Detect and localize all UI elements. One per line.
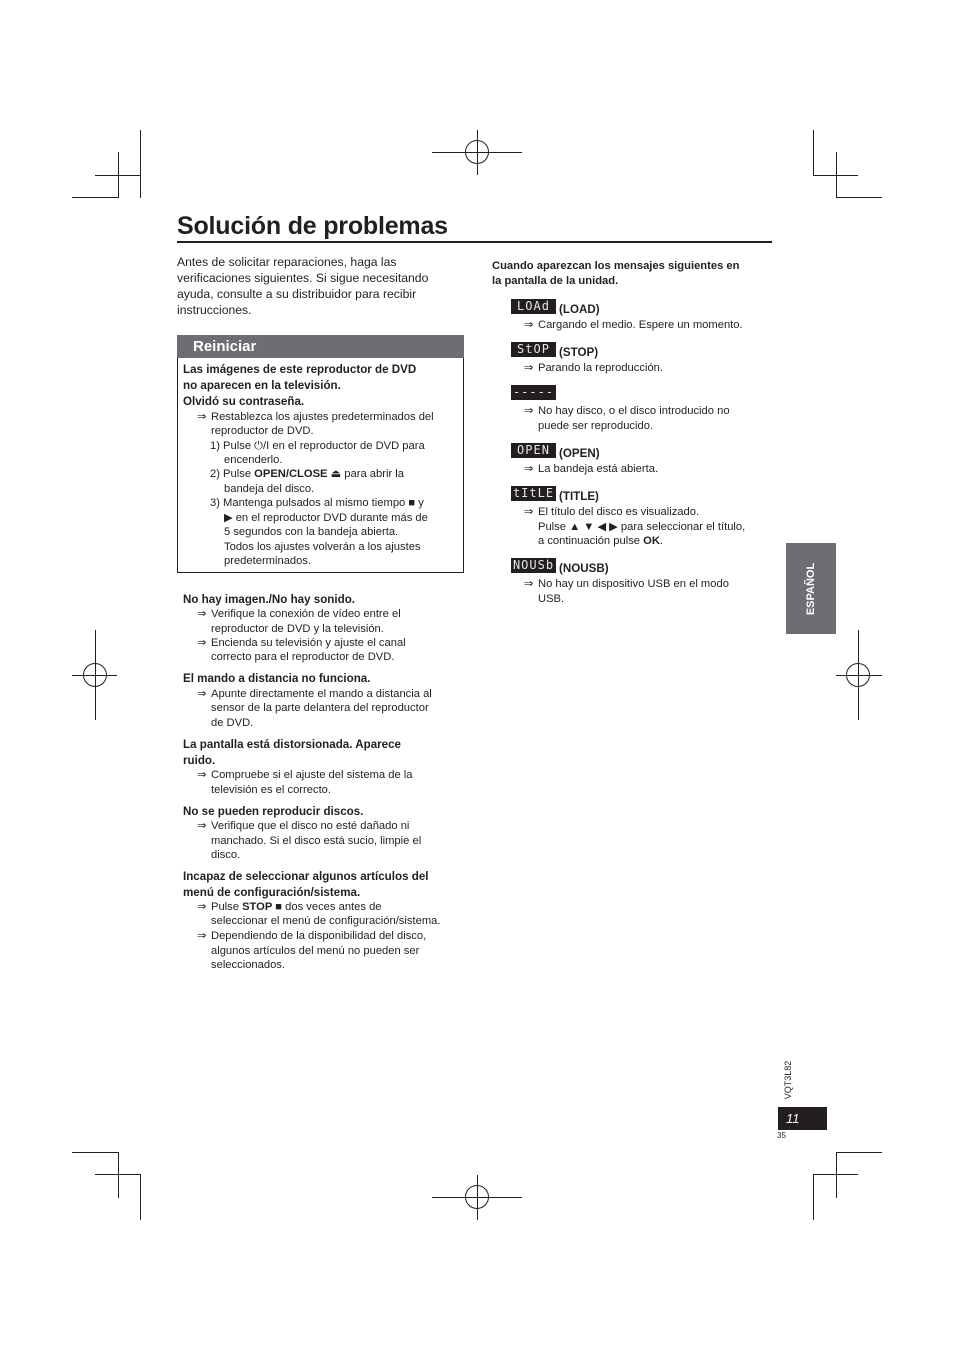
trouble-1-sol-1a: Verifique la conexión de vídeo entre el xyxy=(211,608,401,620)
trouble-heading-2: El mando a distancia no funciona. xyxy=(183,672,371,685)
page-number: 11 xyxy=(778,1107,827,1130)
trouble-4-sol-b: manchado. Si el disco está sucio, limpie el xyxy=(211,835,422,847)
load-desc: Cargando el medio. Espere un momento. xyxy=(538,319,743,331)
reset-heading: Reiniciar xyxy=(177,335,464,358)
arrow-icon: ⇒ xyxy=(524,362,534,374)
reset-step3-line5: predeterminados. xyxy=(224,555,312,567)
doc-code: VQT3L82 xyxy=(783,1060,793,1100)
nousb-label: (NOUSB) xyxy=(559,562,609,575)
title-desc-3a: a continuación pulse xyxy=(538,535,644,547)
trouble-1-sol-2a: Encienda su televisión y ajuste el canal xyxy=(211,637,406,649)
arrow-icon: ⇒ xyxy=(524,405,534,417)
trouble-5-sol-2c: seleccionados. xyxy=(211,959,286,971)
trouble-3-sol-a: Compruebe si el ajuste del sistema de la xyxy=(211,769,413,781)
arrow-icon: ⇒ xyxy=(524,578,534,590)
lcd-open: OPEN xyxy=(511,443,556,458)
stop-label: STOP ■ xyxy=(242,901,283,913)
trouble-4-sol-a: Verifique que el disco no esté dañado ni xyxy=(211,820,410,832)
reset-solution-line1: Restablezca los ajustes predeterminados del xyxy=(211,411,434,423)
arrow-icon: ⇒ xyxy=(524,319,534,331)
trouble-4-sol-c: disco. xyxy=(211,849,241,861)
trouble-heading-1: No hay imagen./No hay sonido. xyxy=(183,593,355,606)
trouble-5-sol-2a: Dependiendo de la disponibilidad del disco, xyxy=(211,930,427,942)
page-number-small: 35 xyxy=(777,1131,786,1140)
reset-problem-line2: no aparecen en la televisión. xyxy=(183,379,341,392)
lcd-stop: StOP xyxy=(511,342,556,357)
trouble-5-sol-2b: algunos artículos del menú no pueden ser xyxy=(211,945,420,957)
title-desc-2: Pulse ▲ ▼ ◀ ▶ para seleccionar el título, xyxy=(538,521,746,533)
arrow-icon: ⇒ xyxy=(197,637,207,649)
step1-text-a: 1) Pulse xyxy=(210,440,255,452)
arrow-icon: ⇒ xyxy=(197,769,207,781)
title-desc-3c: . xyxy=(659,535,664,547)
open-desc: La bandeja está abierta. xyxy=(538,463,659,475)
nousb-desc-1: No hay un dispositivo USB en el modo xyxy=(538,578,729,590)
trouble-2-sol-b: sensor de la parte delantera del reproductor xyxy=(211,702,429,714)
arrow-icon: ⇒ xyxy=(524,463,534,475)
arrow-icon: ⇒ xyxy=(197,901,207,913)
step2-text-a: 2) Pulse xyxy=(210,468,255,480)
reset-step2-cont: bandeja del disco. xyxy=(224,483,315,495)
language-tab-label: ESPAÑOL xyxy=(805,562,817,615)
trouble-5-sol-1b: seleccionar el menú de configuración/sistema. xyxy=(211,915,441,927)
lcd-nousb: NOUSb xyxy=(512,558,555,572)
doc-code-wrap xyxy=(776,1060,800,1100)
arrow-icon: ⇒ xyxy=(197,820,207,832)
trouble-1-sol-2b: correcto para el reproductor de DVD. xyxy=(211,651,395,663)
trouble-heading-3a: La pantalla está distorsionada. Aparece xyxy=(183,738,401,751)
nousb-desc-2: USB. xyxy=(538,593,565,605)
trouble-1-sol-1b: reproductor de DVD y la televisión. xyxy=(211,623,384,635)
step2-text-c: para abrir la xyxy=(341,468,404,480)
reset-step3-line2: ▶ en el reproductor DVD durante más de xyxy=(224,512,428,524)
reset-step3-line3: 5 segundos con la bandeja abierta. xyxy=(224,526,399,538)
ok-label: OK xyxy=(643,535,660,547)
t5-rest: dos veces antes de xyxy=(282,901,382,913)
title-label: (TITLE) xyxy=(559,490,599,503)
title-desc-3 xyxy=(538,534,663,549)
reset-solution-line2: reproductor de DVD. xyxy=(211,425,314,437)
reset-step3: 3) Mantenga pulsados al mismo tiempo ■ y xyxy=(210,497,424,509)
language-tab-label-wrap xyxy=(786,543,836,634)
dash-desc-1: No hay disco, o el disco introducido no xyxy=(538,405,730,417)
trouble-heading-5a: Incapaz de seleccionar algunos artículos del xyxy=(183,870,429,883)
intro-paragraph: Antes de solicitar reparaciones, haga las verificaciones siguientes. Si sigue necesitando ayuda, consulte a su distribuidor para recibir instrucciones. xyxy=(177,255,429,317)
arrow-icon: ⇒ xyxy=(197,608,207,620)
dash-desc-2: puede ser reproducido. xyxy=(538,420,654,432)
reset-step3-line4: Todos los ajustes volverán a los ajustes xyxy=(224,541,421,553)
stop-label: (STOP) xyxy=(559,346,599,359)
arrow-icon: ⇒ xyxy=(197,688,207,700)
reset-problem-line1: Las imágenes de este reproductor de DVD xyxy=(183,363,417,376)
trouble-heading-5b: menú de configuración/sistema. xyxy=(183,886,361,899)
reset-step1-cont: encenderlo. xyxy=(224,454,283,466)
messages-heading-1: Cuando aparezcan los mensajes siguientes en xyxy=(492,260,740,272)
trouble-2-sol-a: Apunte directamente el mando a distancia al xyxy=(211,688,432,700)
page-title: Solución de problemas xyxy=(177,212,448,240)
load-label: (LOAD) xyxy=(559,303,600,316)
arrow-icon: ⇒ xyxy=(524,506,534,518)
lcd-dashes: ----- xyxy=(512,385,555,399)
reset-step2 xyxy=(210,467,404,482)
power-icon: ⏻/I xyxy=(254,440,270,452)
trouble-2-sol-c: de DVD. xyxy=(211,717,254,729)
trouble-5-sol-1a xyxy=(211,900,382,915)
stop-desc: Parando la reproducción. xyxy=(538,362,664,374)
open-close-label: OPEN/CLOSE ⏏ xyxy=(254,468,342,480)
arrow-icon: ⇒ xyxy=(197,930,207,942)
open-label: (OPEN) xyxy=(559,447,600,460)
trouble-3-sol-b: televisión es el correcto. xyxy=(211,784,332,796)
title-rule xyxy=(177,241,772,243)
arrow-icon: ⇒ xyxy=(197,411,207,423)
lcd-load: LOAd xyxy=(511,299,556,314)
step1-text-b: en el reproductor de DVD para xyxy=(269,440,425,452)
title-desc-1: El título del disco es visualizado. xyxy=(538,506,700,518)
lcd-title: tItLE xyxy=(512,486,555,500)
reset-problem-line3: Olvidó su contraseña. xyxy=(183,395,305,408)
t5-pulse: Pulse xyxy=(211,901,243,913)
trouble-heading-4: No se pueden reproducir discos. xyxy=(183,805,364,818)
messages-heading-2: la pantalla de la unidad. xyxy=(492,275,619,287)
reset-step1 xyxy=(210,439,425,454)
trouble-heading-3b: ruido. xyxy=(183,754,216,767)
